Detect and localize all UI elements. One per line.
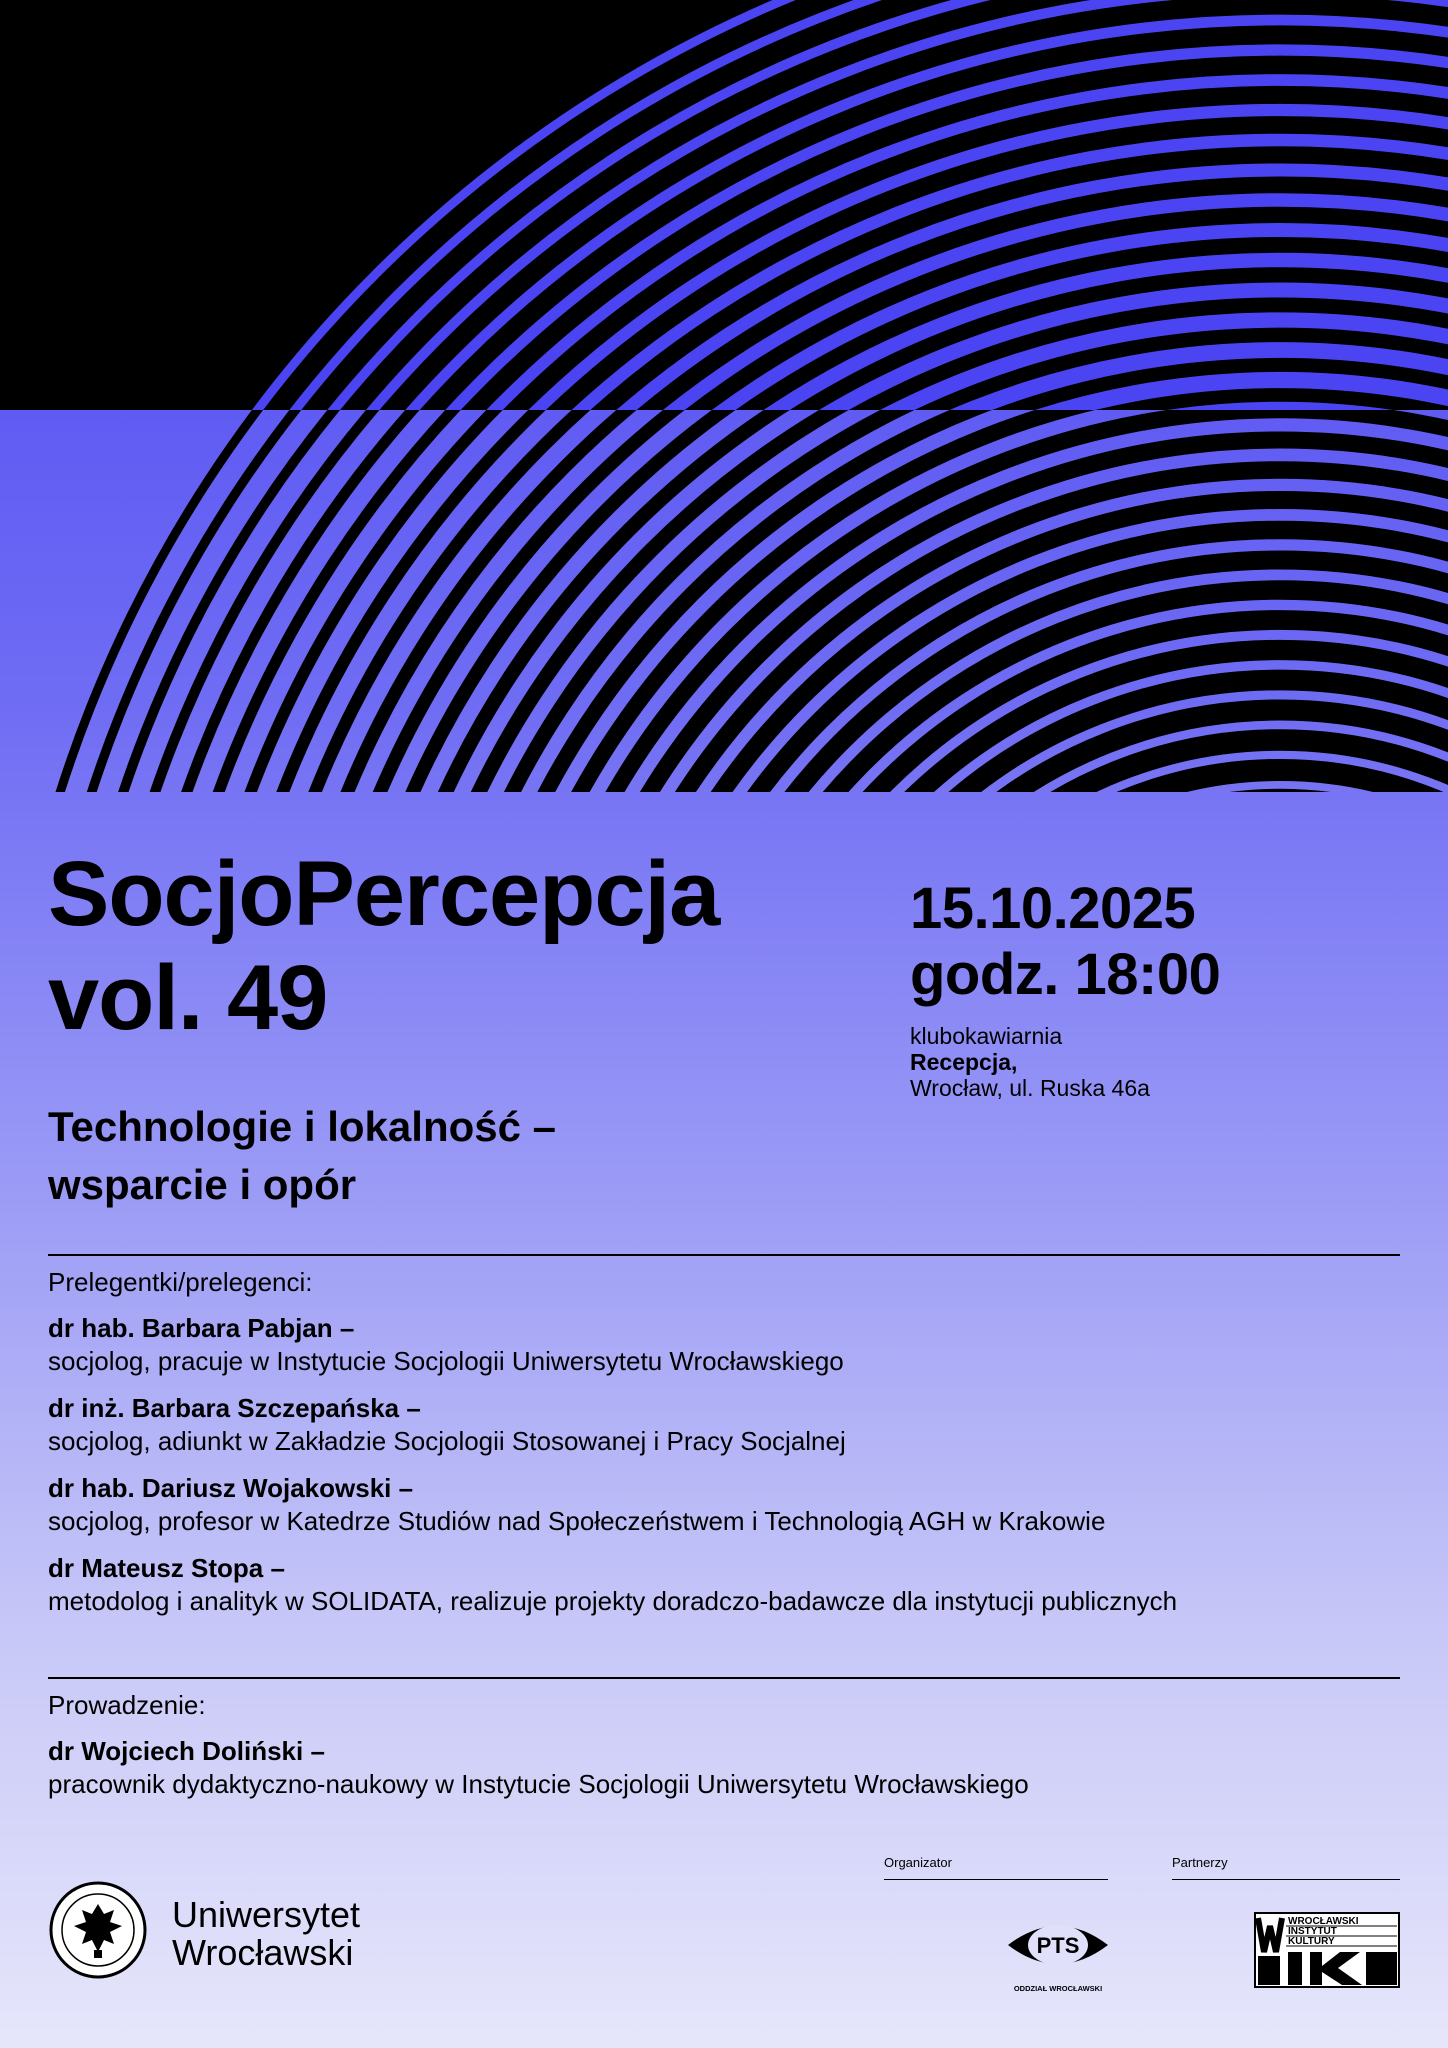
speakers-list xyxy=(48,1312,1408,1632)
speaker-desc: socjolog, pracuje w Instytucie Socjologii Uniwersytetu Wrocławskiego xyxy=(48,1346,844,1376)
venue-address: Wrocław, ul. Ruska 46a xyxy=(910,1075,1150,1101)
title-line-1: SocjoPercepcja xyxy=(48,843,720,945)
partners-divider xyxy=(1172,1879,1400,1880)
moderator-name: dr Wojciech Doliński – xyxy=(48,1736,325,1766)
divider-moderator xyxy=(48,1677,1400,1679)
speaker-name: dr Mateusz Stopa – xyxy=(48,1553,285,1583)
organizer-label: Organizator xyxy=(884,1855,952,1870)
organizer-divider xyxy=(884,1879,1108,1880)
university-name-line-1: Uniwersytet xyxy=(172,1894,361,1935)
event-datetime xyxy=(910,876,1220,1008)
speaker-desc: socjolog, adiunkt w Zakładzie Socjologii Stosowanej i Pracy Socjalnej xyxy=(48,1426,846,1456)
speaker-name: dr hab. Dariusz Wojakowski – xyxy=(48,1473,414,1503)
moderator-block xyxy=(48,1735,1408,1815)
speaker-item xyxy=(48,1552,1408,1618)
speaker-item xyxy=(48,1472,1408,1538)
speaker-desc: socjolog, profesor w Katedrze Studiów nad Społeczeństwem i Technologią AGH w Krakowie xyxy=(48,1506,1106,1536)
speaker-item xyxy=(48,1312,1408,1378)
event-title xyxy=(48,842,719,1050)
venue-type: klubokawiarnia xyxy=(910,1023,1063,1049)
university-name xyxy=(172,1896,360,1972)
speaker-item xyxy=(48,1392,1408,1458)
moderator-label: Prowadzenie: xyxy=(48,1690,206,1720)
event-time: godz. 18:00 xyxy=(910,942,1221,1007)
speaker-name: dr hab. Barbara Pabjan – xyxy=(48,1313,355,1343)
divider-speakers xyxy=(48,1254,1400,1256)
venue-name: Recepcja, xyxy=(910,1049,1018,1075)
concentric-arcs-artwork xyxy=(0,0,1448,792)
event-subtitle xyxy=(48,1098,556,1214)
wik-line-1: WROCŁAWSKI xyxy=(1288,1916,1359,1927)
pts-text: PTS xyxy=(1036,1933,1080,1958)
moderator-item xyxy=(48,1735,1408,1801)
pts-logo-icon xyxy=(1002,1915,1114,1997)
pts-subtext: ODDZIAŁ WROCŁAWSKI xyxy=(1013,1984,1103,1993)
subtitle-line-2: wsparcie i opór xyxy=(48,1161,357,1208)
title-line-2: vol. 49 xyxy=(48,947,328,1049)
event-date: 15.10.2025 xyxy=(910,876,1196,941)
moderator-desc: pracownik dydaktyczno-naukowy w Instytucie Socjologii Uniwersytetu Wrocławskiego xyxy=(48,1769,1029,1799)
partners-label: Partnerzy xyxy=(1172,1855,1228,1870)
speakers-label: Prelegentki/prelegenci: xyxy=(48,1267,313,1297)
wik-line-2: INSTYTUT xyxy=(1288,1926,1337,1937)
subtitle-line-1: Technologie i lokalność – xyxy=(48,1103,556,1150)
wik-logo-icon xyxy=(1254,1912,1400,1988)
event-venue xyxy=(910,1023,1150,1101)
university-seal-icon xyxy=(48,1880,148,1980)
wik-line-3: KULTURY xyxy=(1288,1936,1335,1947)
speaker-name: dr inż. Barbara Szczepańska – xyxy=(48,1393,421,1423)
speaker-desc: metodolog i analityk w SOLIDATA, realizuje projekty doradczo-badawcze dla instytucji publicznych xyxy=(48,1586,1178,1616)
university-name-line-2: Wrocławski xyxy=(172,1932,354,1973)
